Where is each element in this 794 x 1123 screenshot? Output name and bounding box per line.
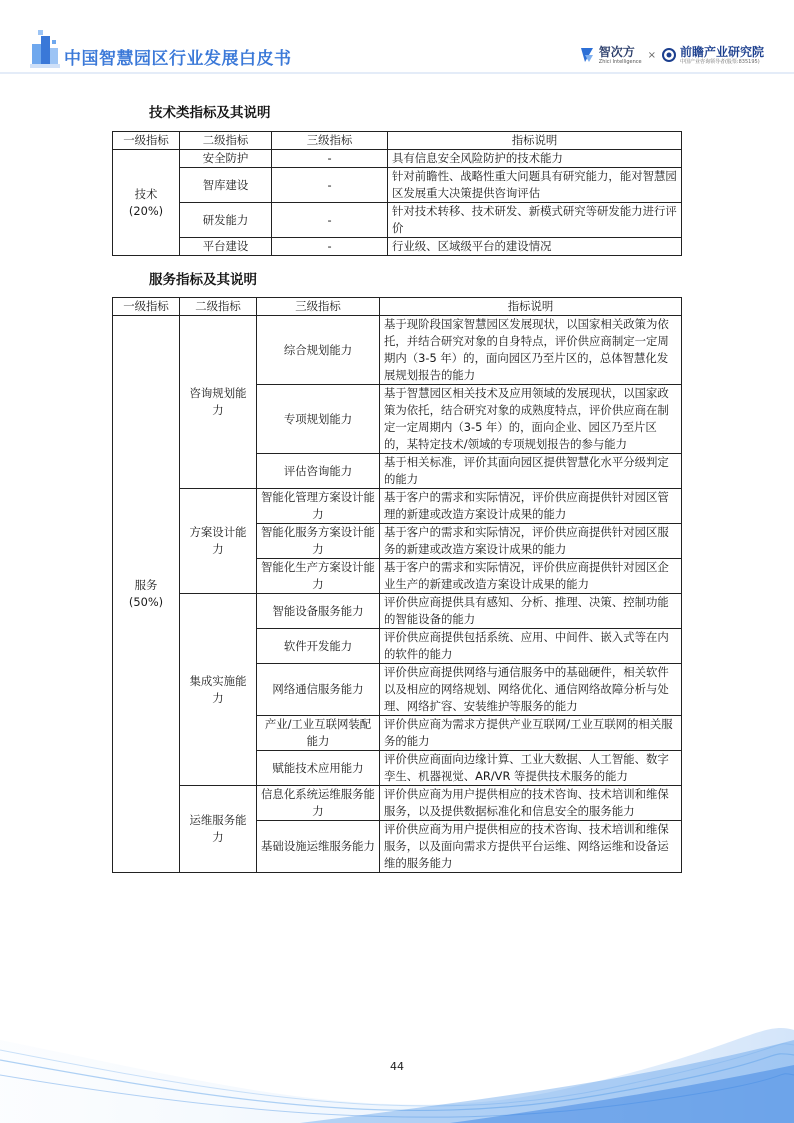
- brand-b: [680, 46, 764, 65]
- service-section-title: 服务指标及其说明: [149, 272, 257, 288]
- level3-cell: -: [272, 168, 388, 203]
- description-cell: 针对技术转移、技术研发、新模式研究等研发能力进行评价: [388, 203, 682, 238]
- level2-cell: 咨询规划能力: [180, 316, 257, 489]
- level3-cell: 软件开发能力: [257, 629, 380, 664]
- level3-cell: -: [272, 203, 388, 238]
- header-description: 指标说明: [380, 298, 682, 316]
- brand-separator: ×: [647, 49, 656, 61]
- level3-cell: 网络通信服务能力: [257, 664, 380, 716]
- description-cell: 基于客户的需求和实际情况，评价供应商提供针对园区服务的新建或改造方案设计成果的能力: [380, 524, 682, 559]
- table-row: [113, 594, 682, 629]
- level3-cell: 智能设备服务能力: [257, 594, 380, 629]
- table-row: [113, 150, 682, 168]
- header-level1: 一级指标: [113, 298, 180, 316]
- cube-logo-icon: [28, 30, 62, 70]
- description-cell: 基于客户的需求和实际情况，评价供应商提供针对园区企业生产的新建或改造方案设计成果的能力: [380, 559, 682, 594]
- level3-cell: 产业/工业互联网装配能力: [257, 716, 380, 751]
- brand-logos: [579, 42, 764, 68]
- table-row: [113, 489, 682, 524]
- table-row: [113, 238, 682, 256]
- brand-a: [599, 46, 642, 65]
- brand-b-name: 前瞻产业研究院: [679, 44, 764, 59]
- level3-cell: 专项规划能力: [257, 385, 380, 454]
- description-cell: 具有信息安全风险防护的技术能力: [388, 150, 682, 168]
- description-cell: 行业级、区域级平台的建设情况: [388, 238, 682, 256]
- level2-cell: 智库建设: [180, 168, 272, 203]
- description-cell: 评价供应商为用户提供相应的技术咨询、技术培训和维保服务，以及面向需求方提供平台运维、网络运维和设备运维的服务能力: [380, 821, 682, 873]
- header-description: 指标说明: [388, 132, 682, 150]
- level3-cell: 智能化生产方案设计能力: [257, 559, 380, 594]
- level2-cell: 方案设计能力: [180, 489, 257, 594]
- zhicifang-logo-icon: [579, 46, 595, 64]
- level3-cell: -: [272, 150, 388, 168]
- decorative-wave-icon: [0, 980, 794, 1123]
- level3-cell: 智能化管理方案设计能力: [257, 489, 380, 524]
- description-cell: 评价供应商面向边缘计算、工业大数据、人工智能、数字孪生、机器视觉、AR/VR 等提供技术服务的能力: [380, 751, 682, 786]
- brand-a-name: 智次方: [598, 44, 635, 59]
- level2-cell: 研发能力: [180, 203, 272, 238]
- description-cell: 评价供应商提供包括系统、应用、中间件、嵌入式等在内的软件的能力: [380, 629, 682, 664]
- level2-cell: 集成实施能力: [180, 594, 257, 786]
- tech-level1-label: 技术: [134, 186, 158, 201]
- description-cell: 基于现阶段国家智慧园区发展现状，以国家相关政策为依托，并结合研究对象的自身特点，评价供应商制定一定周期内（3-5 年）的，面向园区乃至片区的，总体智慧化发展规划报告的能力: [380, 316, 682, 385]
- page-header: [0, 0, 794, 74]
- description-cell: 针对前瞻性、战略性重大问题具有研究能力，能对智慧园区发展重大决策提供咨询评估: [388, 168, 682, 203]
- tech-section-title: 技术类指标及其说明: [149, 105, 271, 121]
- page-number: 44: [390, 1060, 404, 1073]
- level3-cell: 基础设施运维服务能力: [257, 821, 380, 873]
- description-cell: 评价供应商为用户提供相应的技术咨询、技术培训和维保服务，以及提供数据标准化和信息安全的服务能力: [380, 786, 682, 821]
- tech-level1-percent: (20%): [128, 203, 164, 218]
- table-header-row: [113, 132, 682, 150]
- table-header-row: [113, 298, 682, 316]
- table-row: [113, 316, 682, 385]
- header-level2: 二级指标: [180, 298, 257, 316]
- level2-cell: 安全防护: [180, 150, 272, 168]
- header-level2: 二级指标: [180, 132, 272, 150]
- level3-cell: 智能化服务方案设计能力: [257, 524, 380, 559]
- level3-cell: -: [272, 238, 388, 256]
- service-level1-cell: [113, 316, 180, 873]
- qianzhan-logo-icon: [662, 48, 676, 62]
- description-cell: 评价供应商提供具有感知、分析、推理、决策、控制功能的智能设备的能力: [380, 594, 682, 629]
- tech-level1-cell: [113, 150, 180, 256]
- table-row: [113, 168, 682, 203]
- header-level3: 三级指标: [272, 132, 388, 150]
- table-row: [113, 786, 682, 821]
- level3-cell: 综合规划能力: [257, 316, 380, 385]
- service-level1-percent: (50%): [128, 595, 164, 609]
- brand-b-subtitle: 中国产业咨询领导者(股票:835195): [679, 58, 760, 65]
- header-level1: 一级指标: [113, 132, 180, 150]
- header-level3: 三级指标: [257, 298, 380, 316]
- level2-cell: 运维服务能力: [180, 786, 257, 873]
- description-cell: 基于智慧园区相关技术及应用领域的发展现状，以国家政策为依托，结合研究对象的成熟度特点，评价供应商在制定一定周期内（3-5 年）的，面向企业、园区乃至片区的，某特定技术/领域的专项规划报告的参与能力: [380, 385, 682, 454]
- brand-a-subtitle: Zhici Intelligence: [598, 58, 642, 65]
- level3-cell: 信息化系统运维服务能力: [257, 786, 380, 821]
- service-indicator-table: [112, 297, 682, 873]
- document-title: 中国智慧园区行业发展白皮书: [64, 49, 292, 69]
- level2-cell: 平台建设: [180, 238, 272, 256]
- table-row: [113, 203, 682, 238]
- description-cell: 基于相关标准，评价其面向园区提供智慧化水平分级判定的能力: [380, 454, 682, 489]
- header-divider: [0, 72, 794, 74]
- tech-indicator-table: [112, 131, 682, 256]
- description-cell: 基于客户的需求和实际情况，评价供应商提供针对园区管理的新建或改造方案设计成果的能力: [380, 489, 682, 524]
- level3-cell: 评估咨询能力: [257, 454, 380, 489]
- description-cell: 评价供应商为需求方提供产业互联网/工业互联网的相关服务的能力: [380, 716, 682, 751]
- description-cell: 评价供应商提供网络与通信服务中的基础硬件，相关软件以及相应的网络规划、网络优化、通信网络故障分析与处理、网络扩容、安装维护等服务的能力: [380, 664, 682, 716]
- service-level1-label: 服务: [134, 578, 158, 592]
- level3-cell: 赋能技术应用能力: [257, 751, 380, 786]
